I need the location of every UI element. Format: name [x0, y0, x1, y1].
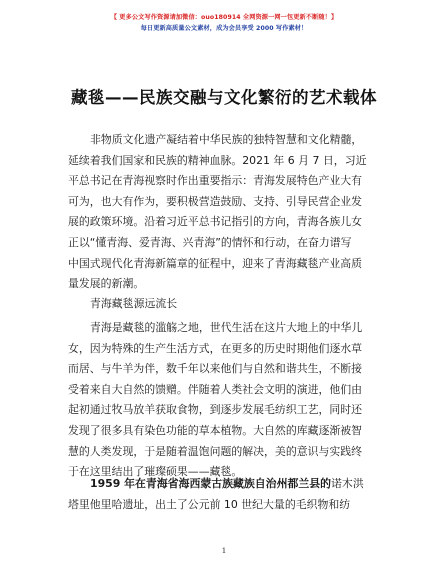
- paragraph-line: 于在这里结出了璀璨硕果——藏毯。: [68, 465, 243, 479]
- paragraph-line: 可为，也大有作为，要积极营造鼓励、支持、引导民营企业发: [68, 194, 363, 208]
- paragraph-line: 青海是藏毯的滥觞之地，世代生活在这片大地上的中华儿: [90, 321, 363, 334]
- paragraph-3: [68, 474, 386, 515]
- paragraph-line: 量发展的新潮。: [68, 277, 145, 291]
- paragraph-line: 而居、与牛羊为伴，数千年以来他们与自然和谐共生，不断接: [68, 362, 363, 376]
- paragraph-line: 展的政策环境。沿着习近平总书记指引的方向，青海各族儿女: [68, 215, 363, 229]
- page-number: 1: [221, 546, 227, 555]
- paragraph-line: 发现了很多具有染色功能的草本植物。大自然的库藏逐渐被智: [68, 423, 363, 437]
- subheading-text: 青海藏毯源远流长: [90, 297, 178, 310]
- promo-banner-line-2: 每日更新高质量公文素材，成为会员享受 2000 写作素材！: [140, 25, 308, 32]
- section-subheading: [68, 294, 386, 315]
- paragraph-line: [68, 474, 386, 495]
- paragraph-line: 延续着我们国家和民族的精神血脉。2021 年 6 月 7 日，习近: [68, 153, 367, 167]
- paragraph-line: 起初通过牧马放羊获取食物，到逐步发展毛纺织工艺，同时还: [68, 403, 363, 417]
- paragraph-lead-rest: 诺木洪: [331, 477, 364, 490]
- paragraph-line: 受着来自大自然的馈赠。伴随着人类社会文明的演进，他们由: [68, 382, 363, 396]
- paragraph-line: 慧的人类发现，于是随着温饱问题的解决，美的意识与实践终: [68, 444, 363, 458]
- paragraph-line: 塔里他里哈遗址，出土了公元前 10 世纪大量的毛织物和纺: [68, 497, 351, 511]
- paragraph-line: 女，因为特殊的生产生活方式，在更多的历史时期他们逐水草: [68, 341, 363, 355]
- paragraph-2: [68, 318, 386, 483]
- paragraph-1: [68, 130, 386, 295]
- promo-banner-line-1: 【 更多公文写作资源请加微信：ouo180914 全网资源一网一包更新不断随！】: [110, 14, 338, 21]
- paragraph-line: 正以“懂青海、爱青海、兴青海”的情怀和行动，在奋力谱写: [68, 235, 352, 249]
- paragraph-line: 非物质文化遗产凝结着中华民族的独特智慧和文化精髓，: [90, 133, 363, 146]
- document-title: 藏毯——民族交融与文化繁衍的艺术载体: [71, 88, 377, 107]
- paragraph-lead-text: 1959 年在青海省海西蒙古族藏族自治州都兰县的: [90, 477, 332, 490]
- paragraph-line: 中国式现代化青海新篇章的征程中，迎来了青海藏毯产业高质: [68, 256, 363, 270]
- paragraph-line: 平总书记在青海视察时作出重要指示：青海发展特色产业大有: [68, 174, 363, 188]
